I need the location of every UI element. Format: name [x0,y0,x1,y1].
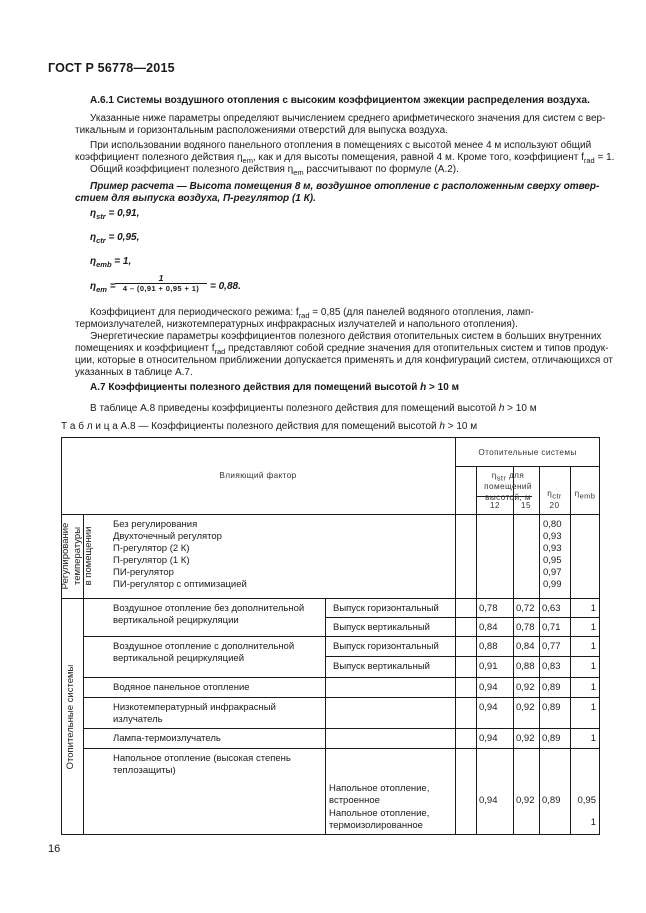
document-header: ГОСТ Р 56778—2015 [48,61,175,75]
energy-line1: Энергетические параметры коэффициентов полезного действия отопительных систем в больших внутренних [90,331,602,342]
system-name: Воздушное отопление с дополнительной вертикальной рециркуляцией [113,641,295,665]
eta-str-20: 0,89 [542,682,561,693]
coef-line1: Коэффициент для периодического режима: $f_{rad} = 0,85$ (для панелей водяного отопления, ламп- [90,307,534,320]
section-a61-p2-line1: При использовании водяного панельного отопления в помещениях с высотой менее 4 м используют общий [90,140,592,151]
eta-emb: 1 [590,817,596,828]
section-a7-heading: А.7 Коэффициенты полезного действия для помещений высотой h > 10 м [90,382,459,393]
equation-eta-str: $\eta_{str} = 0,91$, [90,208,140,221]
eta-str-12: 0,94 [479,733,498,744]
section-a61-heading: А.6.1 Системы воздушного отопления с высоким коэффициентом эжекции распределения воздуха. [90,95,590,106]
regulation-item-ctr: 0,93 [543,531,562,542]
system-name: Лампа-термоизлучатель [113,733,221,744]
section-a61-p1-line1: Указанные ниже параметры определяют вычислением среднего арифметического значения для систем с вер- [90,113,606,124]
eta-emb: 1 [590,661,596,672]
regulation-item-ctr: 0,97 [543,567,562,578]
system-name: Напольное отопление (высокая степень теплозащиты) [113,753,291,777]
eta-emb: 1 [590,622,596,633]
eta-emb: 1 [590,702,596,713]
regulation-item-ctr: 0,93 [543,543,562,554]
eta-emb: 1 [590,603,596,614]
energy-line2: помещениях и коэффициент $f_{rad}$ представляют собой средние значения для отопительных систем и типов продук- [75,343,609,356]
eta-str-12: 0,91 [479,661,498,672]
eta-str-20: 0,89 [542,795,561,806]
group-temperature-regulation-label: Регулирование температуры в помещении [60,522,94,590]
eta-emb: 0,95 [577,795,596,806]
eta-str-15: 0,92 [516,733,535,744]
header-factor: Влияющий фактор [219,471,297,480]
system-name: Низкотемпературный инфракрасный излучатель [113,702,276,726]
table-caption: Т а б л и ц а А.8 — Коэффициенты полезного действия для помещений высотой h > 10 м [61,421,478,432]
section-a61-p3: Общий коэффициент полезного действия $\eta_{em}$ рассчитывают по формуле (А.2). [90,164,459,177]
section-a61-p1-line2: тикальным и горизонтальным расположениями отверстий для выпуска воздуха. [75,125,448,136]
fraction-denominator: 4 – (0,91 + 0,95 + 1) [115,283,207,293]
regulation-item-label: Без регулирования [113,519,198,530]
page-number: 16 [48,843,61,855]
eta-str-15: 0,88 [516,661,535,672]
eta-str-20: 0,83 [542,661,561,672]
eta-str-12: 0,94 [479,702,498,713]
eta-str-12: 0,94 [479,795,498,806]
header-eta-ctr: $\eta_{ctr}$ [547,489,562,501]
header-height-15: 15 [521,501,531,510]
regulation-item-label: ПИ-регулятор с оптимизацией [113,579,247,590]
coef-line2: термоизлучателей, низкотемпературных инфракрасных излучателей и напольного отопления). [75,319,518,330]
eta-str-20: 0,71 [542,622,561,633]
eta-str-20: 0,89 [542,702,561,713]
regulation-item-label: ПИ-регулятор [113,567,174,578]
eta-str-12: 0,88 [479,641,498,652]
equation-fraction [115,273,207,293]
energy-line4: указанных в таблице А.7. [75,367,193,378]
eta-str-12: 0,84 [479,622,498,633]
eta-emb: 1 [590,682,596,693]
system-name: Воздушное отопление без дополнительной вертикальной рециркуляции [113,603,305,627]
eta-str-15: 0,72 [516,603,535,614]
system-variant: Выпуск вертикальный [333,661,430,672]
fraction-numerator: 1 [158,273,164,283]
eta-str-15: 0,78 [516,622,535,633]
eta-emb: 1 [590,641,596,652]
header-height-12: 12 [490,501,500,510]
header-heating-systems: Отопительные системы [478,448,577,457]
equation-eta-ctr: $\eta_{ctr} = 0,95$, [90,232,140,245]
section-a61-p2-line2: коэффициент полезного действия $\eta_{em}$, как и для высоты помещения, равной 4 м. Кроме того, коэффициент $f_{rad} = 1$. [75,152,615,165]
regulation-item-ctr: 0,95 [543,555,562,566]
system-variant: Выпуск горизонтальный [333,603,439,614]
section-a7-intro: В таблице А.8 приведены коэффициенты полезного действия для помещений высотой h > 10 м [90,403,537,414]
eta-str-15: 0,92 [516,795,535,806]
system-variant: Выпуск вертикальный [333,622,430,633]
regulation-item-label: П-регулятор (2 К) [113,543,190,554]
header-eta-str: $\eta_{str}$ для помещений высотой, м [484,471,532,502]
energy-line3: ции, которые в относительном приближении допускается применять и для конфигураций систем, отличающихся от [75,355,614,366]
eta-str-12: 0,78 [479,603,498,614]
header-height-20: 20 [549,501,560,510]
group-heating-systems-label: Отопительные системы [65,664,76,770]
eta-str-12: 0,94 [479,682,498,693]
eta-str-15: 0,92 [516,702,535,713]
eta-str-15: 0,92 [516,682,535,693]
coefficients-table [61,437,600,835]
regulation-item-ctr: 0,99 [543,579,562,590]
eta-emb: 1 [590,733,596,744]
eta-str-20: 0,77 [542,641,561,652]
eta-str-15: 0,84 [516,641,535,652]
header-eta-emb: $\eta_{emb}$ [574,489,596,501]
equation-eta-emb: $\eta_{emb} = 1$, [90,256,132,269]
regulation-item-label: Двухточечный регулятор [113,531,222,542]
equation-eta-em: $\eta_{em}$ = [90,281,116,294]
eta-str-20: 0,63 [542,603,561,614]
example-line2: стием для выпуска воздуха, П-регулятор (1 К). [75,193,316,204]
equation-em-result: = 0,88. [210,281,241,292]
regulation-item-label: П-регулятор (1 К) [113,555,190,566]
system-name: Водяное панельное отопление [113,682,250,693]
eta-str-20: 0,89 [542,733,561,744]
system-variant: Выпуск горизонтальный [333,641,439,652]
system-variant: Напольное отопление, встроенное Напольное отопление, термоизолированное [329,783,430,831]
regulation-item-ctr: 0,80 [543,519,562,530]
example-line1: Пример расчета — Высота помещения 8 м, воздушное отопление с расположенным сверху отвер- [90,181,600,192]
